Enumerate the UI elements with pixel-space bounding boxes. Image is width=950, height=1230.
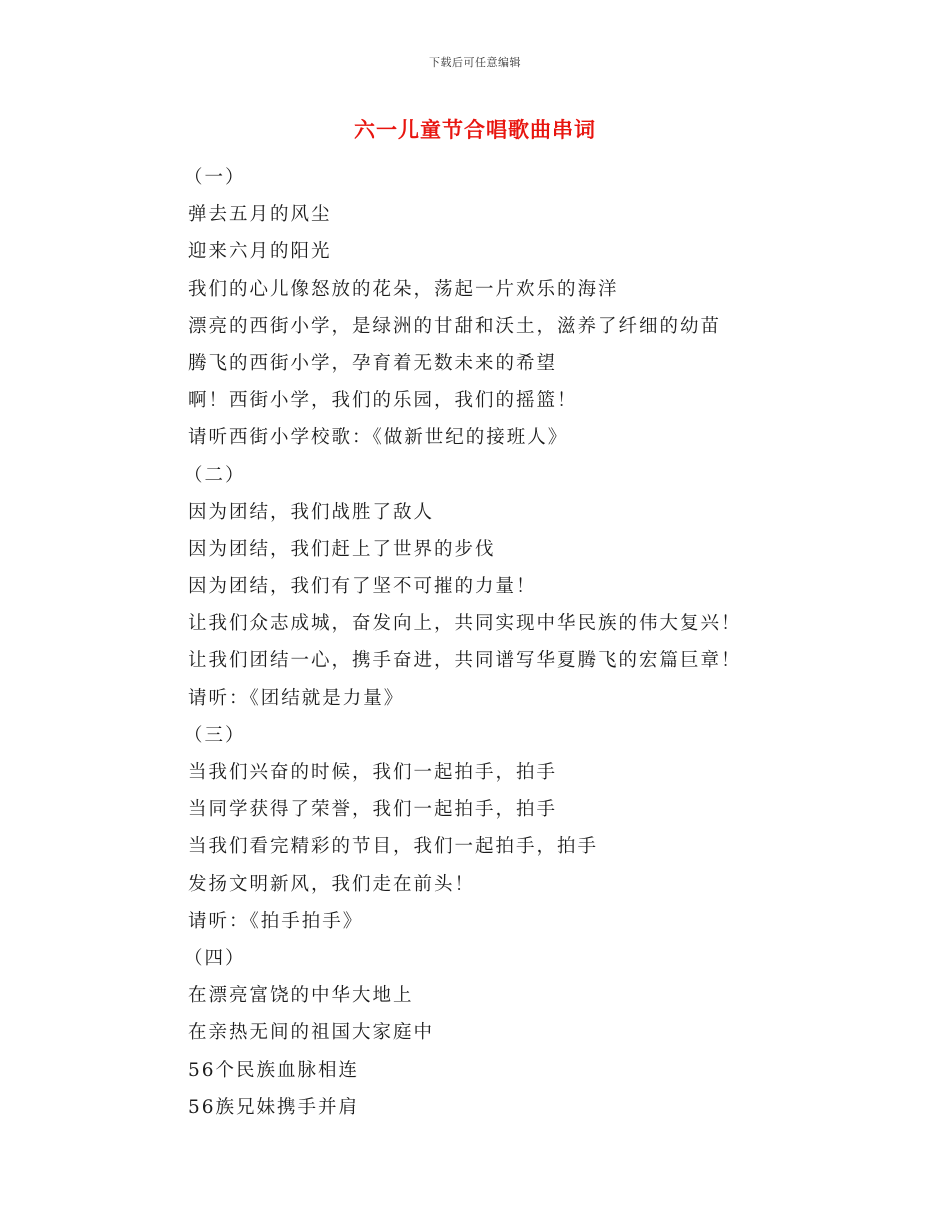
lyric-line: 当同学获得了荣誉，我们一起拍手，拍手 (188, 799, 558, 821)
lyric-line: 迎来六月的阳光 (188, 241, 332, 263)
document-title: 六一儿童节合唱歌曲串词 (354, 117, 596, 142)
lyric-line: 因为团结，我们战胜了敌人 (188, 501, 435, 523)
lyric-line: 啊！西街小学，我们的乐园，我们的摇篮！ (188, 390, 578, 412)
lyric-line: 56族兄妹携手并肩 (188, 1096, 360, 1118)
section-heading: （二） (184, 464, 246, 486)
lyric-line: 腾飞的西街小学，孕育着无数未来的希望 (188, 352, 558, 374)
page-header-note: 下载后可任意编辑 (429, 56, 521, 69)
lyric-line: 在漂亮富饶的中华大地上 (188, 985, 414, 1007)
song-intro-line: 请听西街小学校歌：《做新世纪的接班人》 (188, 427, 569, 449)
lyric-line: 让我们团结一心，携手奋进，共同谱写华夏腾飞的宏篇巨章！ (188, 650, 742, 672)
song-intro-line: 请听：《拍手拍手》 (188, 910, 364, 932)
lyric-line: 发扬文明新风，我们走在前头！ (188, 873, 476, 895)
lyric-line: 当我们看完精彩的节目，我们一起拍手，拍手 (188, 836, 599, 858)
lyric-line: 让我们众志成城，奋发向上，共同实现中华民族的伟大复兴！ (188, 613, 742, 635)
lyric-line: 因为团结，我们有了坚不可摧的力量！ (188, 576, 537, 598)
lyric-line: 56个民族血脉相连 (188, 1059, 360, 1081)
lyric-line: 当我们兴奋的时候，我们一起拍手，拍手 (188, 762, 558, 783)
lyric-line: 我们的心儿像怒放的花朵，荡起一片欢乐的海洋 (188, 278, 619, 300)
section-heading: （三） (184, 724, 246, 746)
document-body (184, 159, 888, 1126)
lyric-line: 在亲热无间的祖国大家庭中 (188, 1022, 435, 1044)
song-intro-line: 请听：《团结就是力量》 (188, 687, 405, 709)
section-heading: （一） (184, 167, 246, 188)
lyric-line: 因为团结，我们赶上了世界的步伐 (188, 538, 496, 560)
section-heading: （四） (184, 947, 246, 969)
lyric-line: 漂亮的西街小学，是绿洲的甘甜和沃土，滋养了纤细的幼苗 (188, 315, 722, 337)
lyric-line: 弹去五月的风尘 (188, 204, 332, 226)
